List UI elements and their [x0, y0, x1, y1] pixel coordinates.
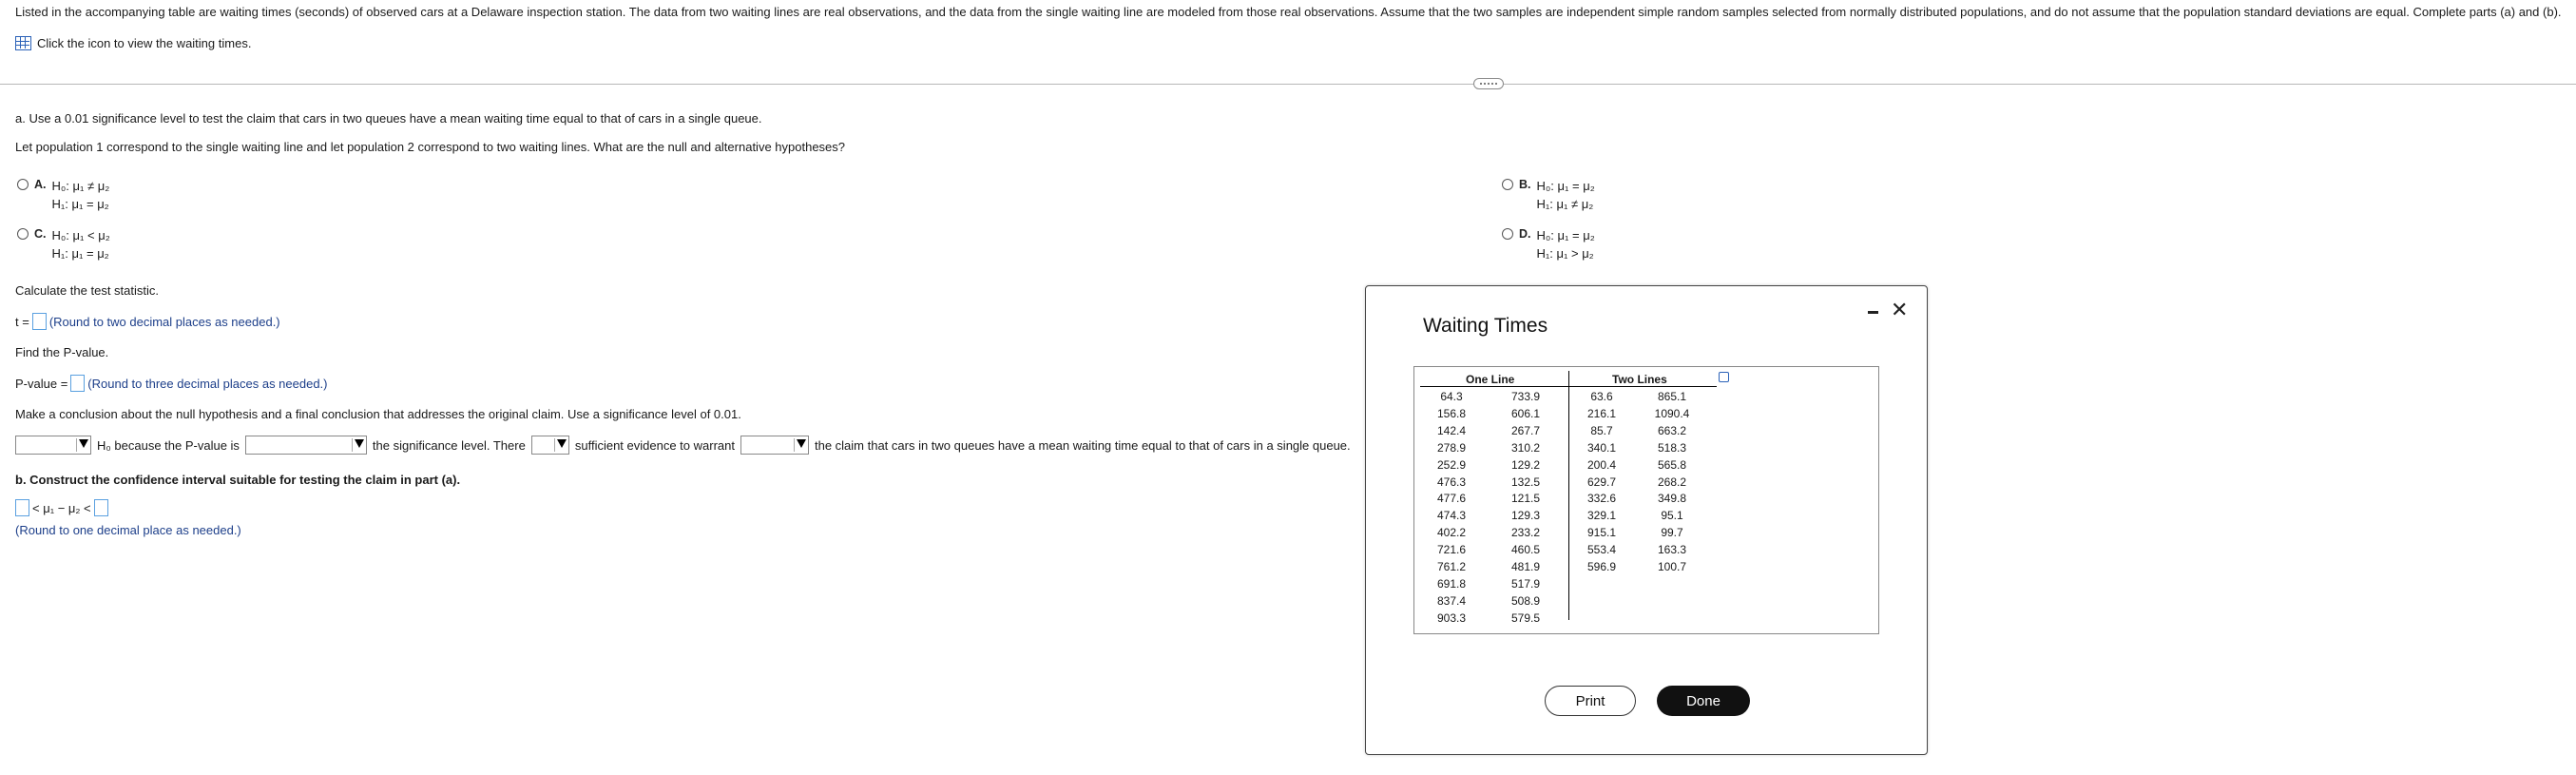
- waiting-times-table: [1413, 366, 1879, 634]
- two-lines-col1-cell: 629.7: [1586, 475, 1617, 489]
- option-d[interactable]: [1502, 226, 1595, 262]
- two-lines-col1-cell: 340.1: [1586, 440, 1617, 455]
- one-line-col2-cell: 233.2: [1510, 526, 1541, 540]
- conclusion-row: [15, 436, 1356, 455]
- t-prefix: t =: [15, 314, 29, 329]
- option-b[interactable]: [1502, 177, 1595, 213]
- reject-dropdown[interactable]: [15, 436, 91, 455]
- section-divider: [0, 84, 2576, 85]
- t-stat-row: [15, 313, 280, 330]
- one-line-col2-cell: 310.2: [1510, 440, 1541, 455]
- option-a-h0: H₀: μ₁ ≠ μ₂: [51, 179, 110, 193]
- option-c[interactable]: [17, 226, 110, 262]
- option-b-letter: B.: [1519, 178, 1531, 191]
- part-b-question: b. Construct the confidence interval suitable for testing the claim in part (a).: [15, 473, 461, 487]
- one-line-header: One Line: [1466, 373, 1515, 386]
- two-lines-col2-cell: 99.7: [1661, 526, 1683, 540]
- option-b-h1: H₁: μ₁ ≠ μ₂: [1536, 197, 1594, 211]
- one-line-col2-cell: 129.3: [1510, 509, 1541, 523]
- option-c-h0: H₀: μ₁ < μ₂: [51, 228, 110, 242]
- conclusion-text-1: H₀ because the P-value is: [97, 437, 240, 453]
- one-line-col1-cell: 837.4: [1436, 593, 1467, 608]
- one-line-col2-cell: 733.9: [1510, 390, 1541, 403]
- one-line-col2-cell: 460.5: [1510, 543, 1541, 557]
- one-line-col1-cell: 142.4: [1436, 423, 1467, 437]
- two-lines-col2-cell: 1090.4: [1654, 406, 1690, 420]
- option-b-radio[interactable]: [1502, 179, 1513, 190]
- two-lines-col2-cell: 95.1: [1661, 509, 1683, 523]
- option-d-h1: H₁: μ₁ > μ₂: [1536, 246, 1594, 261]
- option-c-h1: H₁: μ₁ = μ₂: [51, 246, 109, 261]
- option-d-h0: H₀: μ₁ = μ₂: [1536, 228, 1595, 242]
- one-line-col2-cell: 132.5: [1510, 475, 1541, 489]
- one-line-col2-cell: 121.5: [1510, 492, 1541, 506]
- two-lines-col2-cell: 100.7: [1657, 560, 1687, 573]
- t-stat-input[interactable]: [32, 313, 47, 330]
- two-lines-col1-cell: 596.9: [1586, 560, 1617, 573]
- one-line-col1-cell: 903.3: [1436, 610, 1467, 625]
- interval-lower-input[interactable]: [15, 499, 29, 516]
- panel-resize-handle[interactable]: [1473, 78, 1504, 89]
- pvalue-label: Find the P-value.: [15, 345, 109, 359]
- one-line-col1-cell: 477.6: [1436, 492, 1467, 506]
- problem-intro: Listed in the accompanying table are waiting times (seconds) of observed cars at a Delaware inspection station. The data from two waiting lines are real observations, and the data from the single waiting line are modeled from those real observations. Assume that the two samples are independent simple random samples selected from normally distributed populations, and do not assume that the population standard deviations are equal. Complete parts (a) and (b).: [15, 5, 2562, 19]
- one-line-col1-cell: 402.2: [1436, 526, 1467, 540]
- one-line-col1-cell: 761.2: [1436, 560, 1467, 573]
- interval-upper-input[interactable]: [94, 499, 108, 516]
- two-lines-col1-cell: 85.7: [1590, 423, 1613, 437]
- copy-data-icon[interactable]: [1719, 372, 1729, 382]
- two-lines-col1-cell: 329.1: [1586, 509, 1617, 523]
- conclusion-text-3: sufficient evidence to warrant: [574, 437, 735, 453]
- two-lines-col2-cell: 349.8: [1657, 492, 1687, 506]
- one-line-col2-cell: 579.5: [1510, 610, 1541, 625]
- one-line-header-rule: [1420, 386, 1568, 387]
- conclusion-prompt: Make a conclusion about the null hypothesis and a final conclusion that addresses the original claim. Use a significance level of 0.01.: [15, 407, 741, 421]
- two-lines-header: Two Lines: [1612, 373, 1667, 386]
- view-data-label[interactable]: Click the icon to view the waiting times.: [37, 36, 252, 50]
- two-lines-col1-cell: 200.4: [1586, 457, 1617, 472]
- two-lines-col2-cell: 518.3: [1657, 440, 1687, 455]
- claim-action-dropdown[interactable]: [740, 436, 809, 455]
- done-button[interactable]: Done: [1657, 686, 1750, 716]
- evidence-dropdown[interactable]: [531, 436, 569, 455]
- two-lines-col1-cell: 332.6: [1586, 492, 1617, 506]
- interval-row: [15, 499, 108, 516]
- two-lines-col2-cell: 663.2: [1657, 423, 1687, 437]
- hypotheses-prompt: Let population 1 correspond to the single waiting line and let population 2 correspond to two waiting lines. What are the null and alternative hypotheses?: [15, 140, 846, 154]
- option-c-radio[interactable]: [17, 228, 29, 240]
- two-lines-col1-cell: 216.1: [1586, 406, 1617, 420]
- test-stat-label: Calculate the test statistic.: [15, 283, 160, 298]
- pvalue-input[interactable]: [70, 375, 85, 392]
- one-line-col2-cell: 517.9: [1510, 576, 1541, 591]
- one-line-col2-cell: 508.9: [1510, 593, 1541, 608]
- conclusion-text-2: the significance level. There: [372, 437, 526, 453]
- one-line-col1-cell: 252.9: [1436, 457, 1467, 472]
- option-c-letter: C.: [34, 227, 47, 241]
- table-icon[interactable]: [15, 36, 31, 50]
- one-line-col2-cell: 267.7: [1510, 423, 1541, 437]
- one-line-col2-cell: 129.2: [1510, 457, 1541, 472]
- option-d-letter: D.: [1519, 227, 1531, 241]
- two-lines-col2-cell: 565.8: [1657, 457, 1687, 472]
- interval-middle: < μ₁ − μ₂ <: [32, 500, 91, 515]
- option-a[interactable]: [17, 177, 109, 213]
- one-line-col1-cell: 278.9: [1436, 440, 1467, 455]
- one-line-col1-cell: 474.3: [1436, 509, 1467, 523]
- view-data-link[interactable]: [15, 36, 251, 50]
- option-a-letter: A.: [34, 178, 47, 191]
- two-lines-col2-cell: 865.1: [1657, 390, 1687, 403]
- one-line-col2-cell: 606.1: [1510, 406, 1541, 420]
- one-line-col1-cell: 721.6: [1436, 543, 1467, 557]
- two-lines-col1-cell: 915.1: [1586, 526, 1617, 540]
- waiting-times-dialog: [1365, 285, 1928, 755]
- print-button[interactable]: Print: [1545, 686, 1636, 716]
- two-lines-col1-cell: 553.4: [1586, 543, 1617, 557]
- p-note: (Round to three decimal places as needed.): [87, 376, 328, 391]
- pvalue-row: [15, 375, 328, 392]
- interval-note: (Round to one decimal place as needed.): [15, 523, 241, 537]
- option-d-radio[interactable]: [1502, 228, 1513, 240]
- one-line-col1-cell: 64.3: [1440, 390, 1463, 403]
- two-lines-header-rule: [1568, 386, 1717, 387]
- two-lines-col2-cell: 163.3: [1657, 543, 1687, 557]
- one-line-col2-cell: 481.9: [1510, 560, 1541, 573]
- dialog-title: Waiting Times: [1423, 315, 1548, 337]
- option-b-h0: H₀: μ₁ = μ₂: [1536, 179, 1595, 193]
- two-lines-col2-cell: 268.2: [1657, 475, 1687, 489]
- option-a-radio[interactable]: [17, 179, 29, 190]
- option-a-h1: H₁: μ₁ = μ₂: [51, 197, 109, 211]
- one-line-col1-cell: 156.8: [1436, 406, 1467, 420]
- part-a-question: a. Use a 0.01 significance level to test the claim that cars in two queues have a mean waiting time equal to that of cars in a single queue.: [15, 111, 762, 126]
- minimize-icon[interactable]: [1868, 311, 1878, 314]
- column-divider: [1568, 371, 1569, 620]
- two-lines-col1-cell: 63.6: [1590, 390, 1613, 403]
- t-note: (Round to two decimal places as needed.): [48, 314, 280, 329]
- close-icon[interactable]: ✕: [1891, 298, 1909, 321]
- one-line-col1-cell: 691.8: [1436, 576, 1467, 591]
- p-prefix: P-value =: [15, 376, 68, 391]
- comparison-dropdown[interactable]: [245, 436, 367, 455]
- one-line-col1-cell: 476.3: [1436, 475, 1467, 489]
- conclusion-text-4: the claim that cars in two queues have a mean waiting time equal to that of cars in a single queue.: [814, 437, 1351, 453]
